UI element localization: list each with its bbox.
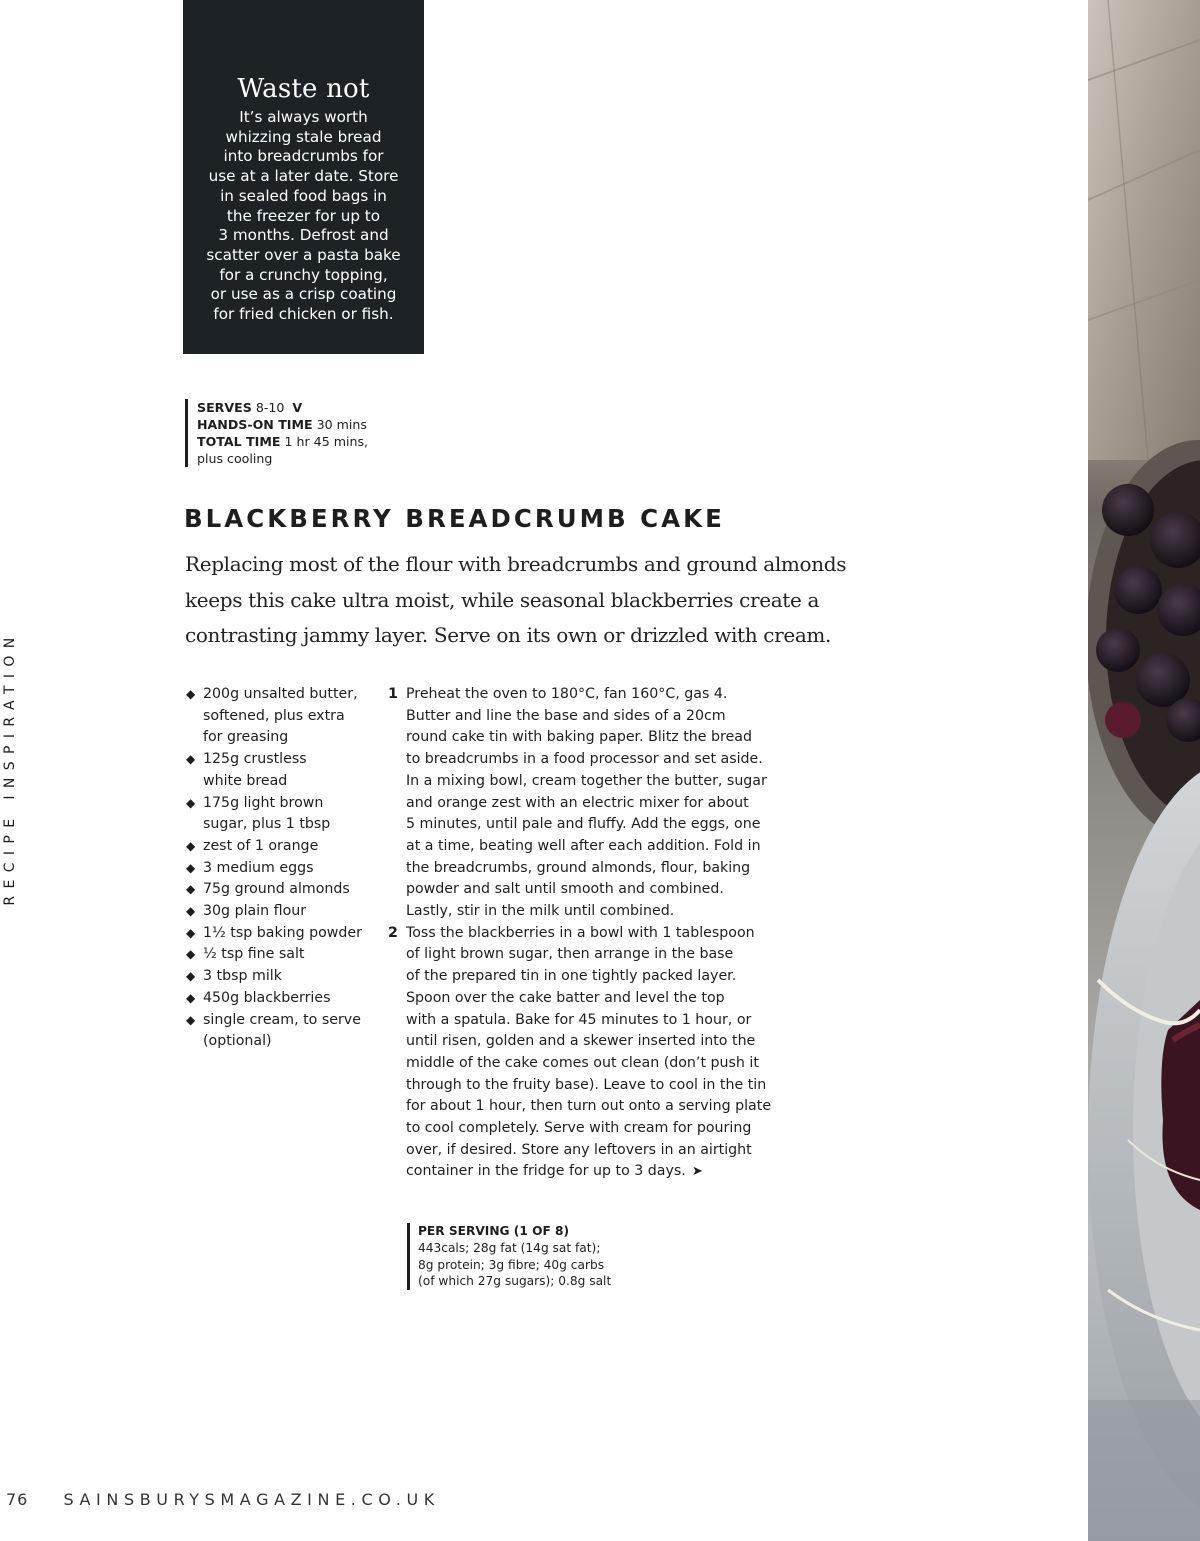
tip-line: use at a later date. Store bbox=[208, 167, 399, 186]
method-steps bbox=[388, 684, 788, 1183]
total-time-extra: plus cooling bbox=[197, 451, 273, 466]
method-line: over, if desired. Store any leftovers in an airtight bbox=[406, 1141, 752, 1158]
diamond-bullet-icon: ◆ bbox=[186, 838, 196, 853]
ingredient-item bbox=[186, 901, 381, 923]
tip-box bbox=[183, 0, 424, 354]
ingredient-line: 175g light brown bbox=[203, 794, 324, 811]
tip-line: for a crunchy topping, bbox=[219, 265, 388, 284]
tip-line: or use as a crisp coating bbox=[210, 285, 397, 304]
ingredient-line: 3 tbsp milk bbox=[203, 968, 282, 985]
ingredient-item bbox=[186, 988, 381, 1010]
hands-on-label: HANDS-ON TIME bbox=[197, 417, 313, 432]
tip-line: into breadcrumbs for bbox=[223, 147, 384, 166]
tip-line: in sealed food bags in bbox=[220, 186, 387, 205]
method-line: at a time, beating well after each addition. Fold in bbox=[406, 837, 761, 854]
tip-line: scatter over a pasta bake bbox=[206, 245, 401, 264]
method-line: Preheat the oven to 180°C, fan 160°C, gas 4. bbox=[406, 686, 728, 702]
diamond-bullet-icon: ◆ bbox=[186, 752, 196, 767]
blackberry-cake-photo bbox=[1088, 0, 1200, 1541]
tip-line: the freezer for up to bbox=[226, 206, 381, 225]
ingredient-line: 125g crustless bbox=[203, 751, 307, 768]
method-line: the breadcrumbs, ground almonds, flour, baking bbox=[406, 859, 751, 876]
diamond-bullet-icon: ◆ bbox=[186, 969, 196, 984]
tip-line: whizzing stale bread bbox=[225, 127, 382, 146]
ingredient-line: for greasing bbox=[203, 729, 289, 746]
step-number: 1 bbox=[388, 686, 398, 702]
ingredient-item bbox=[186, 1010, 381, 1053]
ingredient-line: (optional) bbox=[203, 1033, 272, 1050]
ingredient-item bbox=[186, 836, 381, 858]
method-line: of light brown sugar, then arrange in the base bbox=[406, 946, 734, 963]
method-line: In a mixing bowl, cream together the butter, sugar bbox=[406, 772, 767, 789]
recipe-title: BLACKBERRY BREADCRUMB CAKE bbox=[184, 504, 725, 533]
serves-label: SERVES bbox=[197, 400, 252, 415]
tip-title: Waste not bbox=[237, 74, 370, 104]
tip-line: It’s always worth bbox=[239, 108, 368, 126]
method-line: with a spatula. Bake for 45 minutes to 1 hour, or bbox=[406, 1011, 752, 1028]
total-time-line bbox=[197, 433, 405, 450]
nutrition-line: 8g protein; 3g fibre; 40g carbs bbox=[418, 1257, 605, 1272]
ingredient-line: zest of 1 orange bbox=[203, 837, 319, 854]
ingredient-line: 1½ tsp baking powder bbox=[203, 924, 362, 941]
diamond-bullet-icon: ◆ bbox=[186, 882, 196, 897]
diamond-bullet-icon: ◆ bbox=[186, 687, 196, 701]
method-line: Toss the blackberries in a bowl with 1 tablespoon bbox=[406, 924, 755, 941]
diamond-bullet-icon: ◆ bbox=[186, 795, 196, 810]
method-line: powder and salt until smooth and combined. bbox=[406, 881, 724, 898]
method-line: until risen, golden and a skewer inserted into the bbox=[406, 1033, 756, 1050]
ingredient-item bbox=[186, 684, 381, 749]
method-line: through to the fruity base). Leave to cool in the tin bbox=[406, 1076, 767, 1093]
diamond-bullet-icon: ◆ bbox=[186, 947, 196, 962]
ingredient-line: softened, plus extra bbox=[203, 707, 345, 724]
nutrition-line: (of which 27g sugars); 0.8g salt bbox=[418, 1274, 612, 1289]
website-link[interactable]: SAINSBURYSMAGAZINE.CO.UK bbox=[63, 1490, 440, 1509]
diamond-bullet-icon: ◆ bbox=[186, 990, 196, 1005]
intro-line: Replacing most of the flour with breadcrumbs and ground almonds bbox=[185, 552, 847, 576]
ingredient-item bbox=[186, 966, 381, 988]
method-line: Spoon over the cake batter and level the top bbox=[406, 989, 725, 1006]
ingredient-item bbox=[186, 944, 381, 966]
tip-body bbox=[183, 108, 424, 325]
diamond-bullet-icon: ◆ bbox=[186, 925, 196, 940]
step-number: 2 bbox=[388, 924, 398, 941]
total-time-label: TOTAL TIME bbox=[197, 434, 281, 449]
ingredient-line: 200g unsalted butter, bbox=[203, 686, 358, 702]
nutrition-heading: PER SERVING (1 OF 8) bbox=[418, 1224, 570, 1238]
hands-on-value: 30 mins bbox=[316, 417, 367, 432]
intro-line: contrasting jammy layer. Serve on its own or drizzled with cream. bbox=[185, 623, 832, 647]
ingredient-line: 3 medium eggs bbox=[203, 859, 314, 876]
recipe-info bbox=[185, 399, 405, 467]
page-number: 76 bbox=[6, 1490, 29, 1509]
ingredient-line: sugar, plus 1 tbsp bbox=[203, 816, 331, 833]
method-line: Butter and line the base and sides of a 20cm bbox=[406, 707, 726, 724]
ingredient-item bbox=[186, 858, 381, 880]
method-line: to cool completely. Serve with cream for pouring bbox=[406, 1120, 752, 1137]
method-line: of the prepared tin in one tightly packed layer. bbox=[406, 968, 737, 985]
ingredient-item bbox=[186, 923, 381, 945]
intro-line: keeps this cake ultra moist, while seasonal blackberries create a bbox=[185, 587, 820, 612]
nutrition-line: 443cals; 28g fat (14g sat fat); bbox=[418, 1240, 601, 1255]
ingredient-line: ½ tsp fine salt bbox=[203, 946, 305, 963]
ingredient-line: 30g plain flour bbox=[203, 903, 307, 920]
ingredient-line: white bread bbox=[203, 772, 288, 789]
nutrition-info bbox=[407, 1223, 667, 1290]
method-line: round cake tin with baking paper. Blitz the bread bbox=[406, 729, 752, 746]
method-line-text: container in the fridge for up to 3 days. bbox=[406, 1163, 686, 1180]
method-line bbox=[406, 1161, 788, 1183]
method-line: middle of the cake comes out clean (don’t push it bbox=[406, 1054, 759, 1071]
ingredients-list bbox=[186, 684, 381, 1053]
method-step bbox=[388, 684, 788, 923]
hands-on-line bbox=[197, 416, 405, 433]
method-line: and orange zest with an electric mixer for about bbox=[406, 794, 749, 811]
tip-line: for fried chicken or fish. bbox=[213, 305, 394, 324]
method-line: 5 minutes, until pale and fluffy. Add the eggs, one bbox=[406, 816, 761, 833]
continue-arrow-icon: ➤ bbox=[691, 1164, 703, 1180]
diamond-bullet-icon: ◆ bbox=[186, 904, 196, 919]
recipe-intro bbox=[185, 547, 865, 654]
serves-value: 8-10 bbox=[255, 400, 285, 415]
ingredient-item bbox=[186, 793, 381, 836]
method-line: Lastly, stir in the milk until combined. bbox=[406, 903, 675, 920]
method-line: to breadcrumbs in a food processor and set aside. bbox=[406, 751, 763, 768]
diamond-bullet-icon: ◆ bbox=[186, 860, 196, 875]
ingredient-line: 450g blackberries bbox=[203, 989, 331, 1006]
diamond-bullet-icon: ◆ bbox=[186, 1012, 196, 1027]
serves-line bbox=[197, 399, 405, 416]
ingredient-line: 75g ground almonds bbox=[203, 881, 350, 898]
cake-photo-strip bbox=[1088, 0, 1200, 1541]
ingredient-line: single cream, to serve bbox=[203, 1011, 361, 1028]
tip-line: 3 months. Defrost and bbox=[218, 226, 389, 245]
total-time-value: 1 hr 45 mins, bbox=[284, 434, 369, 449]
method-step bbox=[388, 923, 788, 1183]
ingredient-item bbox=[186, 879, 381, 901]
method-line: for about 1 hour, then turn out onto a serving plate bbox=[406, 1098, 772, 1115]
ingredient-item bbox=[186, 749, 381, 792]
vegetarian-mark: V bbox=[292, 400, 303, 415]
page-footer bbox=[6, 1490, 440, 1509]
section-side-label: RECIPE INSPIRATION bbox=[2, 630, 18, 906]
